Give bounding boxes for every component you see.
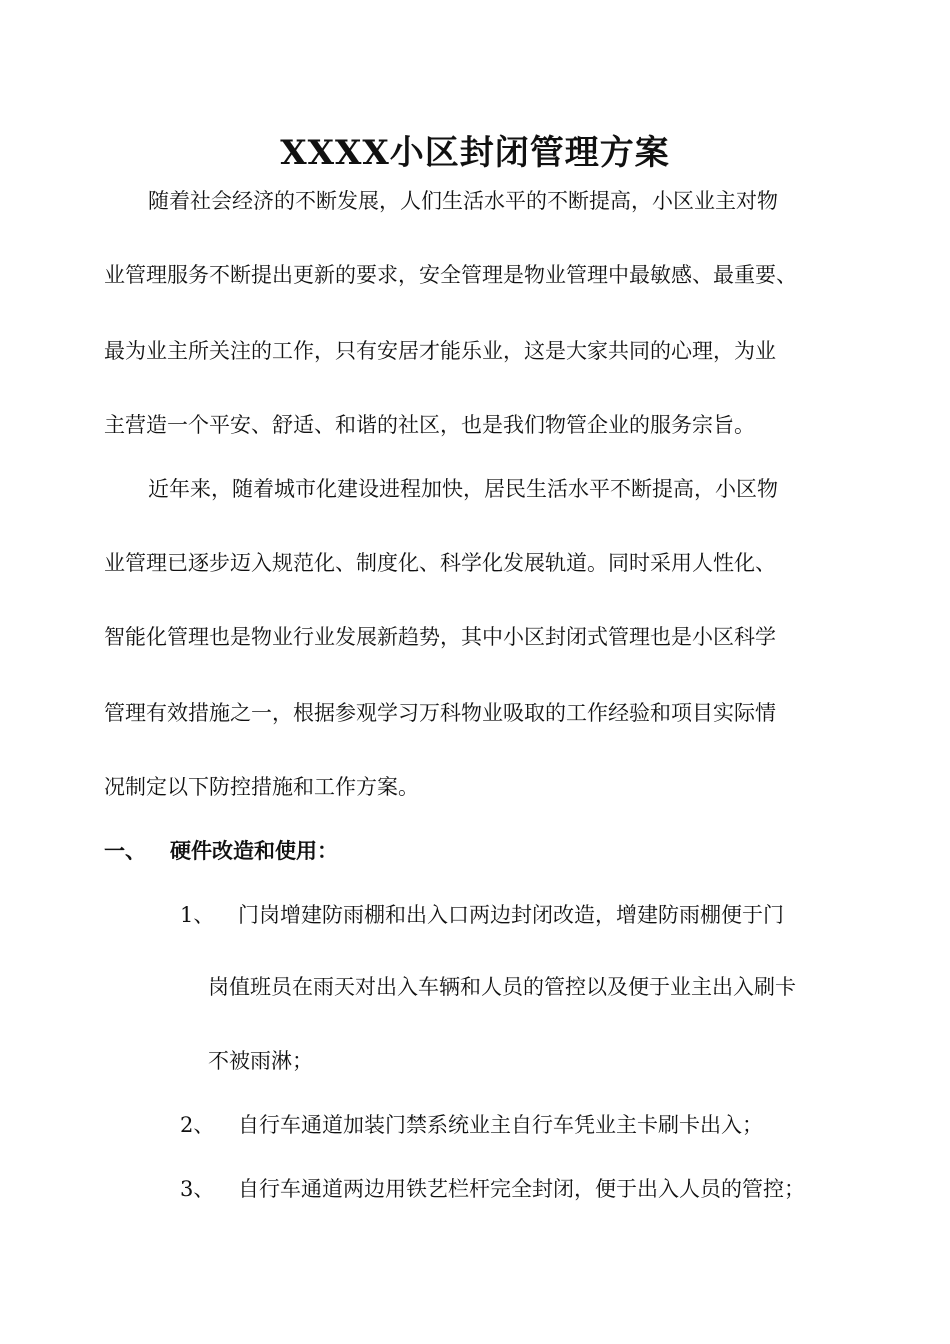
paragraph1-line-2: 业管理服务不断提出更新的要求，安全管理是物业管理中最敏感、最重要、 bbox=[104, 263, 797, 287]
paragraph2-line-1: 近年来，随着城市化建设进程加快，居民生活水平不断提高，小区物 bbox=[148, 477, 778, 501]
section1-item1-line-3: 不被雨淋； bbox=[208, 1049, 313, 1073]
section1-item1-line-1: 门岗增建防雨棚和出入口两边封闭改造，增建防雨棚便于门 bbox=[238, 903, 784, 927]
section1-item3-line-1: 自行车通道两边用铁艺栏杆完全封闭，便于出入人员的管控； bbox=[238, 1177, 805, 1201]
paragraph1-line-4: 主营造一个平安、舒适、和谐的社区，也是我们物管企业的服务宗旨。 bbox=[104, 413, 755, 437]
paragraph2-line-4: 管理有效措施之一，根据参观学习万科物业吸取的工作经验和项目实际情 bbox=[104, 701, 776, 725]
paragraph2-line-2: 业管理已逐步迈入规范化、制度化、科学化发展轨道。同时采用人性化、 bbox=[104, 551, 776, 575]
document-title: XXXX小区封闭管理方案 bbox=[280, 133, 670, 173]
section1-number: 一、 bbox=[104, 838, 146, 863]
section1-item2-number: 2、 bbox=[180, 1113, 215, 1137]
paragraph2-line-5: 况制定以下防控措施和工作方案。 bbox=[104, 775, 419, 799]
section1-item1-number: 1、 bbox=[180, 903, 215, 927]
section1-title: 硬件改造和使用： bbox=[170, 838, 338, 863]
paragraph2-line-3: 智能化管理也是物业行业发展新趋势，其中小区封闭式管理也是小区科学 bbox=[104, 625, 776, 649]
section1-item3-number: 3、 bbox=[180, 1177, 215, 1201]
paragraph1-line-3: 最为业主所关注的工作，只有安居才能乐业，这是大家共同的心理，为业 bbox=[104, 339, 776, 363]
section1-item1-line-2: 岗值班员在雨天对出入车辆和人员的管控以及便于业主出入刷卡 bbox=[208, 975, 796, 999]
paragraph1-line-1: 随着社会经济的不断发展，人们生活水平的不断提高，小区业主对物 bbox=[148, 189, 778, 213]
section1-item2-line-1: 自行车通道加装门禁系统业主自行车凭业主卡刷卡出入； bbox=[238, 1113, 763, 1137]
